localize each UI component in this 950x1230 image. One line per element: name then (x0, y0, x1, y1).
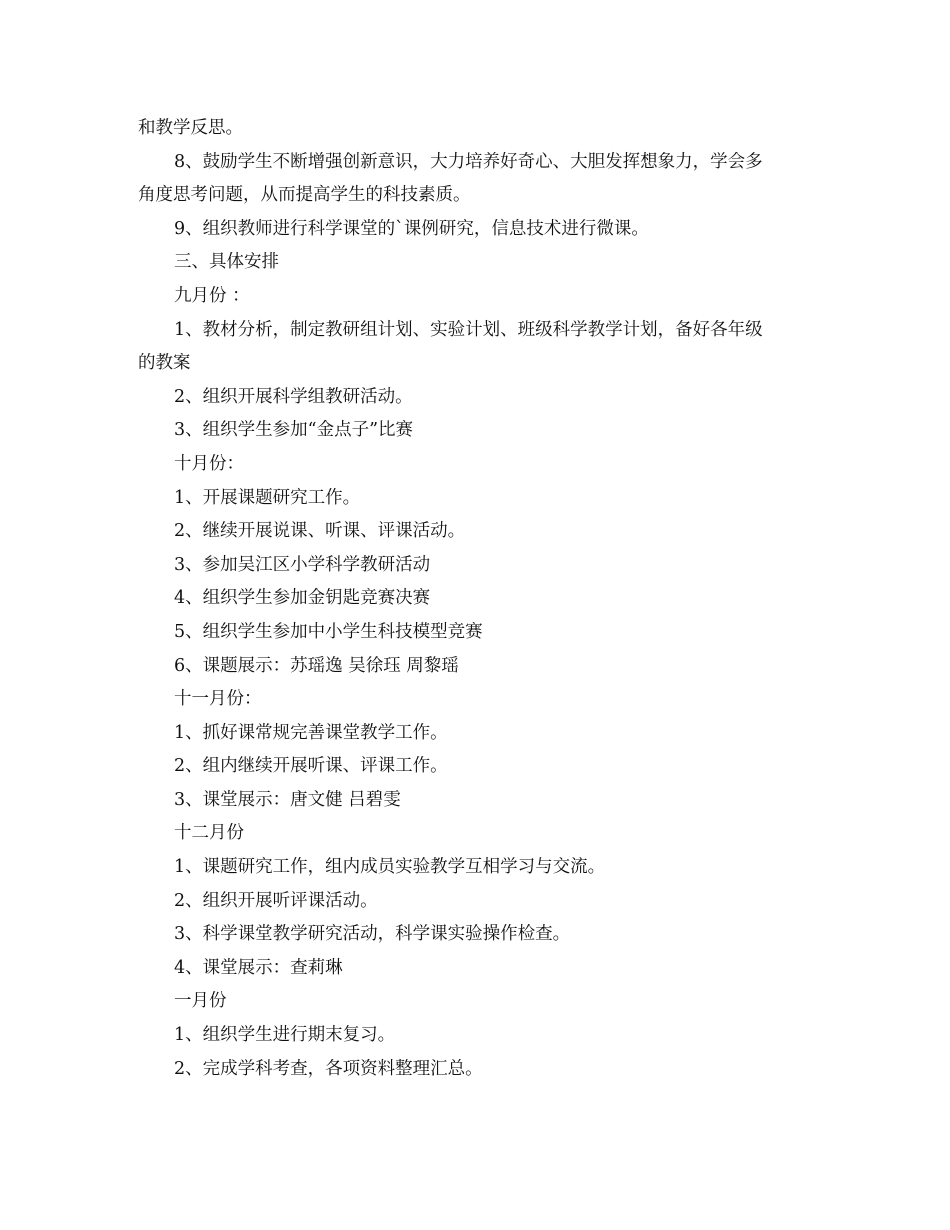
text-line-29: 2、完成学科考查，各项资料整理汇总。 (174, 1058, 483, 1079)
text-line-16: 5、组织学生参加中小学生科技模型竞赛 (174, 621, 483, 642)
text-line-8: 的教案 (138, 353, 191, 374)
text-line-10: 3、组织学生参加“金点子”比赛 (174, 420, 414, 441)
month-heading-january: 一月份 (174, 991, 227, 1012)
text-line-4: 9、组织教师进行科学课堂的`课例研究，信息技术进行微课。 (174, 218, 649, 239)
text-line-15: 4、组织学生参加金钥匙竞赛决赛 (174, 588, 431, 609)
text-line-12: 1、开展课题研究工作。 (174, 487, 361, 508)
section-heading: 三、具体安排 (174, 252, 279, 273)
text-line-1: 和教学反思。 (138, 118, 243, 138)
text-line-13: 2、继续开展说课、听课、评课活动。 (174, 521, 466, 542)
text-line-28: 1、组织学生进行期末复习。 (174, 1025, 396, 1046)
text-line-2: 8、鼓励学生不断增强创新意识，大力培养好奇心、大胆发挥想象力，学会多 (174, 151, 763, 172)
text-line-23: 1、课题研究工作，组内成员实验教学互相学习与交流。 (174, 857, 606, 878)
month-heading-september: 九月份 ： (174, 285, 250, 306)
month-heading-december: 十二月份 (174, 823, 244, 844)
text-line-26: 4、课堂展示：查莉琳 (174, 957, 343, 978)
text-line-9: 2、组织开展科学组教研活动。 (174, 386, 413, 407)
text-line-7: 1、教材分析，制定教研组计划、实验计划、班级科学教学计划，备好各年级 (174, 319, 763, 340)
text-line-21: 3、课堂展示：唐文健 吕碧雯 (174, 789, 401, 810)
text-line-14: 3、参加吴江区小学科学教研活动 (174, 554, 431, 575)
text-line-19: 1、抓好课常规完善课堂教学工作。 (174, 722, 448, 743)
text-line-20: 2、组内继续开展听课、评课工作。 (174, 756, 448, 777)
month-heading-november: 十一月份： (174, 689, 262, 710)
month-heading-october: 十月份： (174, 453, 244, 474)
text-line-25: 3、科学课堂教学研究活动，科学课实验操作检查。 (174, 924, 571, 945)
text-line-3: 角度思考问题，从而提高学生的科技素质。 (138, 185, 471, 206)
text-line-24: 2、组织开展听评课活动。 (174, 890, 378, 911)
text-line-17: 6、课题展示：苏瑶逸 吴徐珏 周黎瑶 (174, 655, 459, 676)
